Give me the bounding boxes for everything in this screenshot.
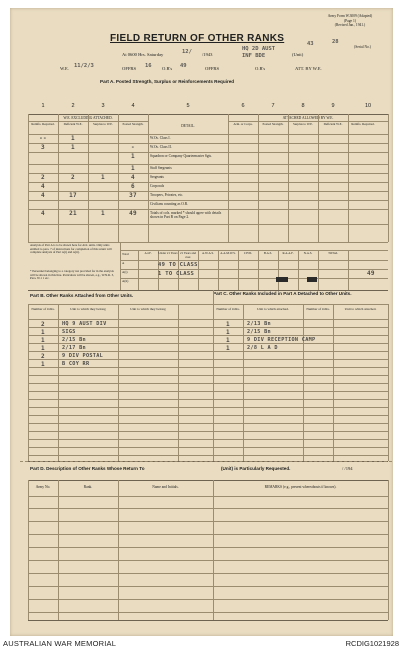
at-line: At 0600 Hrs. Saturday — [122, 52, 164, 57]
part-b-count: 1 — [41, 345, 45, 352]
page-label: (Page 1) — [343, 19, 357, 23]
grid-line — [388, 304, 389, 461]
ruled-line — [28, 521, 388, 522]
part-c-unit: 2/15 Bn — [247, 329, 271, 335]
redaction-block — [307, 277, 317, 282]
column-number: 3 — [101, 103, 105, 109]
part-c-header: Number of O.Rs. — [216, 307, 240, 311]
part-d-header: Name and Initials. — [152, 485, 179, 489]
ruled-line — [28, 431, 388, 432]
ruled-line — [28, 508, 388, 509]
part-c-count: 1 — [226, 329, 230, 336]
column-number: 8 — [301, 103, 305, 109]
part-d-title-end: (Unit) is Particularly Requested. — [221, 466, 291, 471]
ruled-line — [28, 439, 388, 440]
detail-row: W.Os. Class II. — [150, 144, 172, 149]
or2-label: O.R's — [255, 66, 266, 71]
offrs-hand: 16 — [145, 63, 152, 69]
ruled-line — [28, 327, 388, 328]
ruled-line — [28, 447, 388, 448]
part-b-unit: 9 DIV POSTAL — [62, 353, 104, 359]
redaction-block — [276, 277, 288, 282]
ruled-line — [28, 612, 388, 613]
part-b-header: Unit to which they belong — [130, 307, 166, 311]
ruled-line — [28, 547, 388, 548]
part-c-header: Number of O.Rs. — [306, 307, 330, 311]
grid-line — [120, 260, 388, 261]
part-b-unit: HQ 9 AUST DIV — [62, 321, 107, 327]
analysis-header: 21 Years and over. — [180, 251, 196, 259]
grid-line — [138, 250, 139, 290]
ruled-line — [28, 586, 388, 587]
analysis-header: R.A.A.F. — [282, 251, 294, 255]
hand-value: 3 — [41, 144, 45, 151]
part-d-header: Rank. — [83, 485, 93, 489]
column-number: 5 — [186, 103, 190, 109]
ruled-line — [28, 455, 388, 456]
part-b-unit: SIGS — [62, 329, 76, 335]
sub-header-right: Reinfts. Required. — [351, 122, 375, 126]
part-b-unit: B COY RR — [62, 361, 90, 367]
column-number: 9 — [331, 103, 335, 109]
part-d-title: Part D. Description of Other Ranks Whose Return To — [30, 466, 145, 471]
part-b-count: 2 — [41, 353, 45, 360]
part-c-unit: 9 DIV RECEPTION CAMP — [247, 337, 316, 343]
analysis-header: A.A.M.W.S. — [220, 251, 236, 255]
ruled-line — [28, 599, 388, 600]
detail-row: Troopers, Privates, etc. — [150, 192, 184, 197]
hand-value: -- — [39, 135, 47, 142]
sub-header-right: Surplus to W.E. — [292, 122, 313, 126]
grid-line — [120, 269, 388, 270]
hand-value: 4 — [41, 192, 45, 199]
part-c-count: 1 — [226, 345, 230, 352]
analysis-header: N.A.S. — [303, 251, 313, 255]
ruled-line — [28, 534, 388, 535]
analysis-header: A.W.A.S. — [202, 251, 214, 255]
hand-value: 1 — [71, 144, 75, 151]
sub-header-right: Posted Strength. — [262, 122, 284, 126]
serial-label: (Serial No.) — [354, 45, 371, 49]
grid-line — [258, 114, 259, 242]
detail-row: Civilians counting as O.R. — [150, 201, 189, 206]
hand-value: 4 — [41, 210, 45, 217]
ruled-line — [28, 423, 388, 424]
analysis-row-label: A(i) — [122, 270, 128, 274]
serial-hand2: 28 — [332, 39, 339, 45]
analysis-note: Analysis of Part A is to be shown here for ALL units. Only units entitled to para. 7 of instructions for completion of this return will complete analysis of Part A(i) and A(ii). — [30, 243, 112, 255]
hand-value: 17 — [69, 192, 77, 199]
sub-header-left: Deficient W.E. — [63, 122, 83, 126]
archive-footer — [0, 636, 403, 654]
ruled-line — [28, 375, 388, 376]
part-b-unit: 2/15 Bn — [62, 337, 86, 343]
hand-value: 4 — [41, 183, 45, 190]
unit-hand: HQ 2D AUST — [242, 46, 276, 52]
hand-value: 1 — [131, 153, 135, 160]
ruled-line — [28, 415, 388, 416]
grid-line — [388, 480, 389, 620]
date-hand: 12/ — [182, 49, 192, 55]
part-b-count: 1 — [41, 337, 45, 344]
part-b-count: 2 — [41, 321, 45, 328]
part-b-header: Unit to which they belong — [70, 307, 106, 311]
field-return-form — [10, 8, 393, 636]
sub-header-left: Reinfts. Required. — [31, 122, 55, 126]
or-label: O.R's — [162, 66, 173, 71]
ruled-line — [28, 335, 388, 336]
we-hand: 11/2/3 — [74, 63, 94, 69]
ruled-line — [28, 343, 388, 344]
part-b-title: Part B. Other Ranks Attached from Other Units. — [30, 293, 134, 298]
footer-left: AUSTRALIAN WAR MEMORIAL — [3, 639, 117, 648]
hand-value: 49 — [129, 210, 137, 217]
hand-value: 6 — [131, 183, 135, 190]
hand-value: 1 — [131, 165, 135, 172]
part-c-unit: 2/8 L A D — [247, 345, 278, 351]
ruled-line — [28, 573, 388, 574]
detail-row: Totals of cols. marked * should agree with details shown in Part B on Page 2. — [150, 210, 222, 219]
sub-header-left: Surplus to W.E. — [92, 122, 113, 126]
ruled-line — [28, 383, 388, 384]
army-form-label: Army Form W.3009 (Adapted) — [327, 14, 373, 18]
detail-header: DETAIL. — [181, 124, 195, 128]
footer-right: RCDIG1021928 — [345, 639, 399, 648]
hand-value: 21 — [69, 210, 77, 217]
column-number: 7 — [271, 103, 275, 109]
analysis-row-label: Total — [122, 252, 129, 256]
part-c-unit: 2/13 Bn — [247, 321, 271, 327]
unit-label: (Unit) — [292, 52, 304, 57]
hand-value: 2 — [41, 174, 45, 181]
sub-header-right: Deficient W.E. — [323, 122, 343, 126]
grid-line — [158, 250, 159, 290]
grid-line — [213, 290, 214, 304]
analysis-header: B.A.S. — [263, 251, 273, 255]
sub-header-right: Arm. or Corps. — [233, 122, 253, 126]
att-label: ATT. BY W.E. — [295, 66, 322, 71]
serial-hand: 43 — [307, 41, 314, 47]
hand-value: 1 — [101, 174, 105, 181]
hand-value: 4 — [131, 174, 135, 181]
grid-line — [238, 250, 239, 290]
column-number: 2 — [71, 103, 75, 109]
grid-line — [288, 114, 289, 242]
hand-value: 37 — [129, 192, 137, 199]
analysis-row-label: A(ii) — [122, 279, 129, 283]
analysis-hand-2: 1 TO CLASS — [158, 271, 195, 277]
part-c-count: 1 — [226, 337, 230, 344]
revised-label: (Revised Jan., 1941.) — [334, 23, 366, 27]
part-b-count: 1 — [41, 329, 45, 336]
grid-line — [28, 224, 388, 225]
grid-line — [348, 250, 349, 290]
grid-line — [278, 250, 279, 290]
hand-value: 1 — [71, 135, 75, 142]
analysis-row-label: A — [122, 261, 125, 265]
part-b-unit: 2/17 Bn — [62, 345, 86, 351]
part-d-header: REMARKS (e.g., present whereabouts if known). — [264, 485, 337, 489]
analysis-hand-1: 49 TO CLASS — [158, 262, 198, 268]
ruled-line — [28, 560, 388, 561]
grid-line — [218, 250, 219, 290]
detail-row: Squadron or Company Quartermaster Sgts. — [150, 153, 212, 158]
grid-line — [198, 250, 199, 290]
offrs-label: OFFRS — [122, 66, 137, 71]
detail-row: Staff Sergeants — [150, 165, 172, 170]
page-title: FIELD RETURN OF OTHER RANKS — [110, 33, 285, 44]
grid-line — [120, 278, 388, 279]
part-b-count: 1 — [41, 361, 45, 368]
ruled-line — [28, 391, 388, 392]
analysis-header: TOTAL — [328, 251, 338, 255]
analysis-note-2: * Personnel belonging to a category not provided for in the analysis will be shown in this line. Particulars will be shown, e.g., W.N.R. 3, Para. W.1 1 etc. — [30, 269, 114, 281]
analysis-header: CIVIL — [243, 251, 253, 255]
grid-line — [348, 114, 349, 242]
grid-line — [28, 620, 388, 621]
analysis-total-hand: 49 — [367, 270, 375, 277]
hand-value: - — [131, 144, 135, 151]
detail-row: W.Os. Class I. — [150, 135, 171, 140]
part-c-header: Unit to which attached. — [257, 307, 289, 311]
or-hand: 49 — [180, 63, 187, 69]
hand-value: 2 — [71, 174, 75, 181]
detail-row: Corporals — [150, 183, 165, 188]
analysis-header: Under 21 Years — [158, 251, 178, 255]
group-left-header: W.E. EXCLUDING ATTACHED. — [63, 116, 113, 120]
column-number: 1 — [41, 103, 45, 109]
ruled-line — [28, 351, 388, 352]
analysis-header: A.I.F. — [144, 251, 152, 255]
column-number: 4 — [131, 103, 135, 109]
ruled-line — [28, 407, 388, 408]
we-label: W.E. — [60, 66, 70, 71]
ruled-line — [28, 367, 388, 368]
part-d-header: Army No. — [35, 485, 51, 489]
detail-row: Sergeants — [150, 174, 164, 179]
grid-line — [298, 250, 299, 290]
ruled-line — [28, 399, 388, 400]
grid-line — [148, 114, 149, 242]
grid-line — [318, 250, 319, 290]
grid-line — [318, 114, 319, 242]
sub-header-left: Posted Strength. — [122, 122, 144, 126]
part-c-count: 1 — [226, 321, 230, 328]
column-number: 6 — [241, 103, 245, 109]
hand-value: 1 — [101, 210, 105, 217]
offrs2-label: OFFRS — [205, 66, 220, 71]
part-d-date: / /194 — [342, 466, 353, 471]
grid-line — [388, 114, 389, 242]
group-right-header: ATTACHED ALLOWED BY W.E. — [282, 116, 334, 120]
column-number: 10 — [364, 103, 372, 109]
year-label: /1943 — [202, 52, 213, 57]
grid-line — [258, 250, 259, 290]
grid-line — [228, 114, 229, 242]
part-b-header: Number of O.Rs. — [31, 307, 55, 311]
part-c-title: Part C. Other Ranks Included in Part A Detached to Other Units. — [213, 291, 352, 296]
unit-hand2: INF BDE — [242, 53, 266, 59]
ruled-line — [28, 359, 388, 360]
part-a-title: Part A. Posted Strength, Surplus or Reinforcements Required — [100, 79, 235, 84]
part-c-header: Unit to which attached. — [344, 307, 377, 311]
